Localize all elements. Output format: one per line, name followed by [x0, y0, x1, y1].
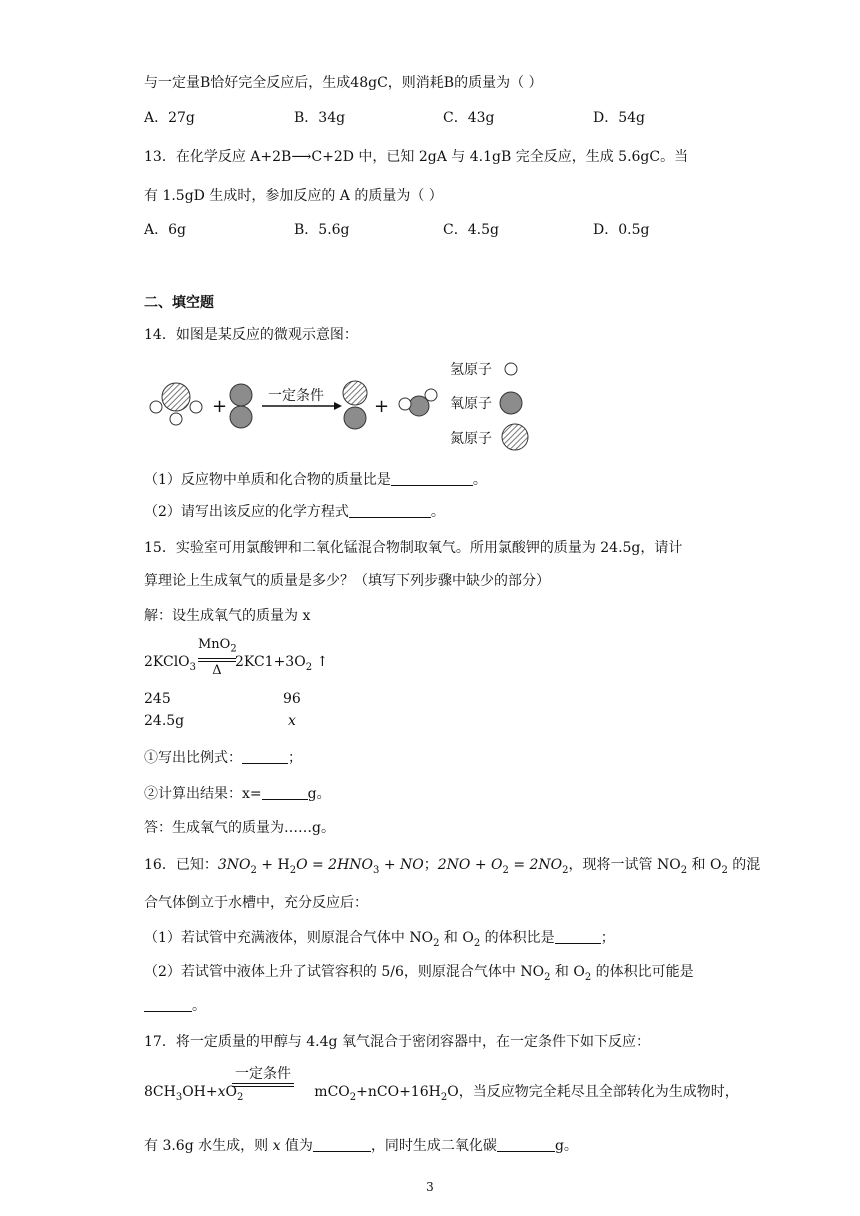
q17-line1: 17．将一定质量的甲醇与 4.4g 氧气混合于密闭容器中，在一定条件下如下反应：	[144, 1034, 650, 1050]
q15-line3: 解：设生成氧气的质量为 x	[144, 608, 311, 624]
q12-option-d: D．54g	[593, 110, 646, 126]
q15-row2-a: 24.5g	[144, 713, 185, 729]
answer-blank[interactable]	[555, 929, 601, 944]
q17-line3: 有 3.6g 水生成，则 x 值为 ，同时生成二氧化碳 g。	[144, 1138, 578, 1154]
answer-blank[interactable]	[242, 749, 288, 764]
q16-sub1: （1）若试管中充满液体，则原混合气体中 $NO_2$ 和 $O_2$ 的体积比是 ；	[144, 930, 615, 949]
q13-line1: 13．在化学反应 A+2B⟶C+2D 中，已知 2gA 与 4.1gB 完全反应，生成 5.6gC。当	[144, 149, 689, 165]
gas-arrow-icon: ↑	[316, 654, 329, 670]
answer-blank[interactable]	[391, 471, 473, 486]
answer-blank[interactable]	[349, 503, 431, 518]
q15-row1-b: 96	[283, 691, 301, 707]
answer-blank[interactable]	[144, 997, 192, 1012]
page-number: 3	[426, 1180, 434, 1194]
q15-step1: ①写出比例式： ；	[144, 750, 302, 766]
q12-option-b: B．34g	[294, 110, 346, 126]
plus-sign: +	[212, 396, 228, 417]
water-molecule-icon	[399, 389, 437, 416]
q16-sub2: （2）若试管中液体上升了试管容积的 5/6，则原混合气体中 $NO_2$ 和 $O_2$ 的体积比可能是	[144, 964, 694, 983]
q16-line2: 合气体倒立于水槽中，充分反应后：	[144, 895, 368, 911]
nitric-oxide-molecule-icon	[343, 381, 367, 429]
q13-line2: 有 1.5gD 生成时，参加反应的 A 的质量为（ ）	[144, 188, 443, 204]
legend-nitrogen-icon	[502, 424, 528, 450]
reaction-diagram	[140, 355, 540, 455]
legend-label-nitrogen: 氮原子	[450, 431, 492, 447]
arrow-condition: 一定条件	[268, 388, 324, 404]
q12-line: 与一定量B恰好完全反应后，生成48gC，则消耗B的质量为（ ）	[144, 75, 543, 91]
legend-label-hydrogen: 氢原子	[450, 362, 492, 378]
answer-blank[interactable]	[313, 1137, 371, 1152]
plus-sign: +	[374, 396, 390, 417]
legend-oxygen-icon	[500, 392, 522, 414]
q13-option-b: B．5.6g	[294, 222, 350, 238]
q17-condition: 一定条件	[232, 1066, 294, 1087]
answer-blank[interactable]	[497, 1137, 555, 1152]
q15-line2: 算理论上生成氧气的质量是多少？（填写下列步骤中缺少的部分）	[144, 573, 550, 589]
q15-equation: 2KClO$_3$ $2KC1+3O_2$ ↑	[144, 654, 329, 673]
q15-row1-a: 245	[144, 691, 171, 707]
q15-catalyst: MnO$_2$ Δ	[198, 637, 237, 678]
answer-blank[interactable]	[262, 785, 308, 800]
q12-option-a: A．27g	[144, 110, 195, 126]
q17-equation: $8CH_3OH+xO_2$ $mCO_2+nCO+16H_2O$，当反应物完全耗尽且全部转化为生成物时，	[144, 1084, 739, 1103]
q15-line1: 15．实验室可用氯酸钾和二氧化锰混合物制取氧气。所用氯酸钾的质量为 24.5g，请计	[144, 540, 683, 556]
legend-label-oxygen: 氧原子	[450, 396, 492, 412]
q13-option-a: A．6g	[144, 222, 186, 238]
q13-option-d: D．0.5g	[593, 222, 650, 238]
q16-sub2-cont: 。	[144, 996, 206, 1016]
q14-sub2: （2）请写出该反应的化学方程式 。	[144, 504, 445, 520]
q12-option-c: C．43g	[443, 110, 495, 126]
section-title: 二、填空题	[144, 295, 214, 311]
q16-line1: 16．已知：$3NO_2 + H_2O = 2HNO_3$ + NO；$2NO + O_2 = 2NO_2$，现将一试管 $NO_2$ 和 $O_2$ 的混	[144, 857, 761, 876]
q15-row2-b: x	[288, 713, 296, 729]
q15-step2: ②计算出结果：x= g。	[144, 786, 331, 802]
q15-answer: 答：生成氧气的质量为……g。	[144, 820, 335, 836]
q14-stem: 14．如图是某反应的微观示意图：	[144, 327, 358, 343]
ammonia-molecule-icon	[150, 383, 202, 425]
legend-hydrogen-icon	[505, 363, 517, 375]
oxygen-molecule-icon	[230, 384, 252, 428]
q13-option-c: C．4.5g	[443, 222, 499, 238]
arrow-icon: ⟶	[291, 149, 312, 165]
q14-sub1: （1）反应物中单质和化合物的质量比是 。	[144, 472, 487, 488]
